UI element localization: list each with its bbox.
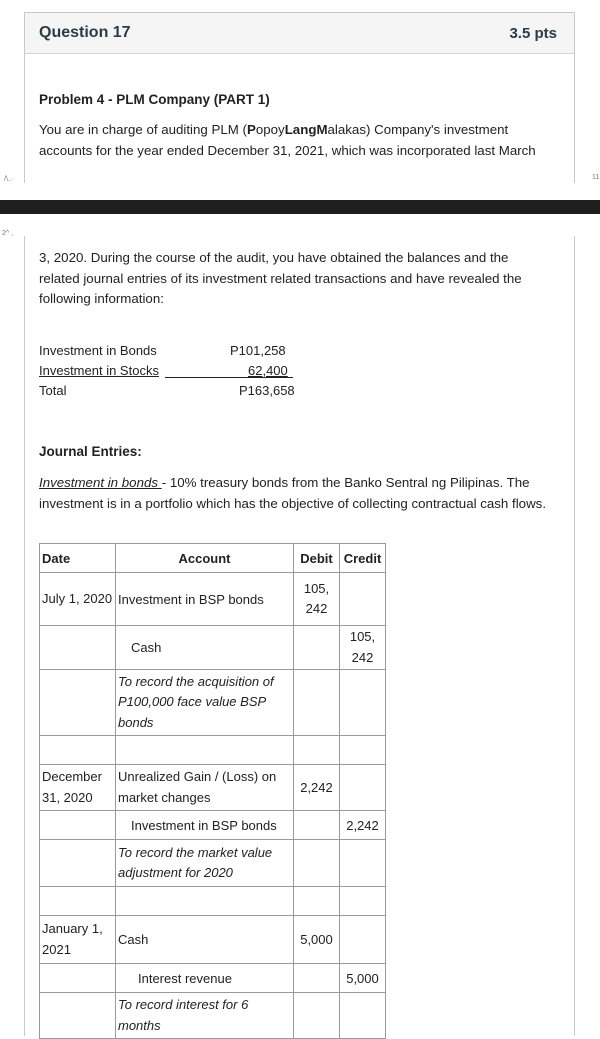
table-row [40,765,386,811]
journal-entries-table [39,543,386,1039]
cell-debit [294,626,340,670]
balance-underline [165,377,293,378]
cell-credit [340,993,386,1039]
cell-debit [294,964,340,993]
cell-credit [340,916,386,964]
cell-date [40,811,116,840]
cell-credit [340,670,386,736]
cell-account: Investment in BSP bonds [116,573,294,626]
header-date: Date [40,544,116,573]
cell-debit: 105, 242 [294,573,340,626]
cell-account [116,736,294,765]
cell-account: To record interest for 6 months [116,993,294,1039]
cell-credit [340,573,386,626]
intro-text-1: You are in charge of auditing PLM ( [39,122,247,137]
table-row [40,736,386,765]
cell-credit [340,840,386,887]
cell-credit: 5,000 [340,964,386,993]
cell-credit: 105, 242 [340,626,386,670]
cell-debit: 2,242 [294,765,340,811]
cell-date [40,736,116,765]
bonds-note-text: - 10% treasury bonds from the Banko Sentral ng Pilipinas. The investment is in a portfolio which has the objective of collecting contractual cash flows. [39,475,547,511]
cell-date: July 1, 2020 [40,573,116,626]
header-account: Account [116,544,294,573]
table-header-row [40,544,386,573]
table-row [40,840,386,887]
cell-account: Interest revenue [116,964,294,993]
cell-account: Unrealized Gain / (Loss) on market changes [116,765,294,811]
table-row [40,811,386,840]
intro-paragraph [39,120,564,161]
cell-account: Cash [116,626,294,670]
bonds-note-paragraph [39,473,554,514]
side-mark-left-bottom: 2^ , [2,230,14,237]
problem-title: Problem 4 - PLM Company (PART 1) [39,92,270,107]
table-row [40,670,386,736]
cell-credit [340,765,386,811]
cell-date [40,670,116,736]
intro-bold-m: M [316,122,328,137]
cell-account: Investment in BSP bonds [116,811,294,840]
cell-account [116,887,294,916]
balance-amount-bonds: P101,258 [230,343,286,358]
cell-debit [294,887,340,916]
side-mark-left-top: /\..· [4,176,15,183]
cell-date [40,840,116,887]
bonds-note-link: Investment in bonds [39,475,162,490]
header-debit: Debit [294,544,340,573]
question-title: Question 17 [39,24,131,41]
table-row [40,964,386,993]
intro-text-2: opoy [255,122,285,137]
question-card [24,12,575,183]
cell-date [40,964,116,993]
side-mark-right-top: 11 [592,174,600,181]
cell-date: December 31, 2020 [40,765,116,811]
cell-date [40,887,116,916]
photo-divider-bar [0,200,600,214]
table-row [40,573,386,626]
cell-date [40,626,116,670]
cell-credit [340,736,386,765]
balance-label-stocks: Investment in Stocks [39,363,159,378]
table-row [40,916,386,964]
cell-account: To record the acquisition of P100,000 face value BSP bonds [116,670,294,736]
cell-debit [294,736,340,765]
cell-debit [294,670,340,736]
table-row [40,887,386,916]
intro-bold-p: P [246,122,256,137]
intro-continued-paragraph: 3, 2020. During the course of the audit, you have obtained the balances and the related journal entries of its investment related transactions and have revealed the following information: [39,250,522,306]
cell-credit: 2,242 [340,811,386,840]
cell-account: Cash [116,916,294,964]
balance-label-bonds: Investment in Bonds [39,343,157,358]
cell-debit: 5,000 [294,916,340,964]
balance-amount-stocks: 62,400 [248,363,288,378]
question-points: 3.5 pts [509,25,557,42]
cell-debit [294,840,340,887]
intro-bold-lang: Lang [284,122,317,137]
cell-account: To record the market value adjustment for 2020 [116,840,294,887]
question-header [25,13,574,54]
intro-text-3: alakas) Company's investment accounts for the year ended December 31, 2021, which was incorporated last March [39,122,536,158]
header-credit: Credit [340,544,386,573]
balance-label-total: Total [39,383,67,398]
cell-debit [294,993,340,1039]
cell-date [40,993,116,1039]
journal-entries-title: Journal Entries: [39,444,142,459]
cell-credit [340,887,386,916]
balance-amount-total: P163,658 [239,383,295,398]
table-row [40,993,386,1039]
cell-debit [294,811,340,840]
table-row [40,626,386,670]
cell-date: January 1, 2021 [40,916,116,964]
